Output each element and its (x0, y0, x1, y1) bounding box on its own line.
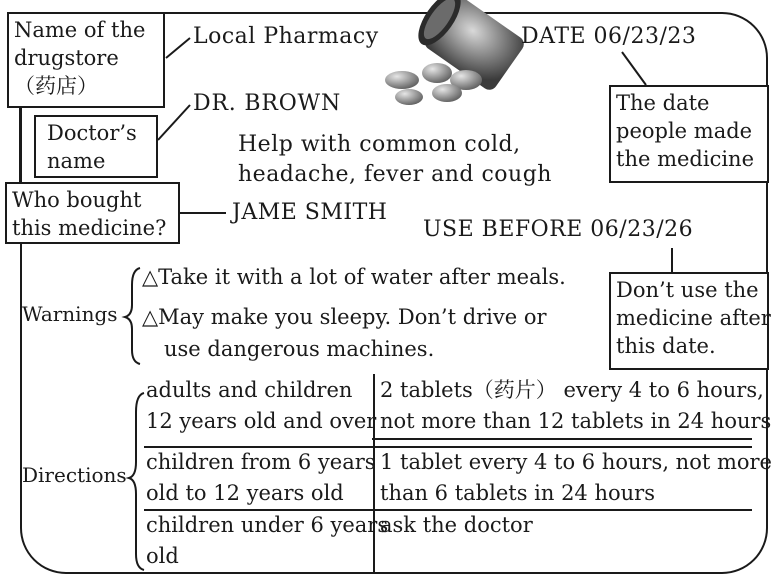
triangle-warning-icon: △ (142, 305, 159, 329)
warnings-brace (125, 268, 140, 364)
usage-line-1: Help with common cold, (238, 132, 521, 157)
direction-dose: ask the doctor (380, 513, 533, 537)
direction-who: adults and children 12 years old and over (146, 378, 377, 433)
buyer-name: JAME SMITH (232, 200, 388, 225)
directions-brace (129, 393, 144, 570)
buyer-label-box: Who bought this medicine? (5, 182, 180, 244)
directions-title: Directions (22, 463, 127, 487)
warnings-title: Warnings (22, 302, 118, 326)
direction-who: children from 6 years old to 12 years old (146, 450, 376, 505)
made-date-label-box: The date people made the medicine (609, 85, 769, 183)
use-before-date: USE BEFORE 06/23/26 (423, 217, 694, 242)
direction-who: children under 6 years old (146, 513, 389, 568)
triangle-warning-icon: △ (142, 265, 159, 289)
warning-item-3: use dangerous machines. (164, 337, 435, 361)
doctor-name: DR. BROWN (193, 91, 342, 116)
doctor-label-box: Doctor’s name (34, 115, 158, 178)
pharmacy-name: Local Pharmacy (193, 24, 379, 49)
usage-line-2: headache, fever and cough (238, 162, 552, 187)
row-divider (372, 438, 752, 440)
warning-item-2: △May make you sleepy. Don’t drive or (142, 305, 547, 329)
store-label-box: Name of the drugstore （药店） (7, 12, 165, 108)
direction-dose: 2 tablets（药片） every 4 to 6 hours, not more than 12 tablets in 24 hours (380, 378, 772, 433)
expiry-label-box: Don’t use the medicine after this date. (609, 272, 769, 370)
made-date: DATE 06/23/23 (521, 24, 697, 49)
warning-item-1: △Take it with a lot of water after meals. (142, 265, 566, 289)
direction-dose: 1 tablet every 4 to 6 hours, not more than 6 tablets in 24 hours (380, 450, 772, 505)
